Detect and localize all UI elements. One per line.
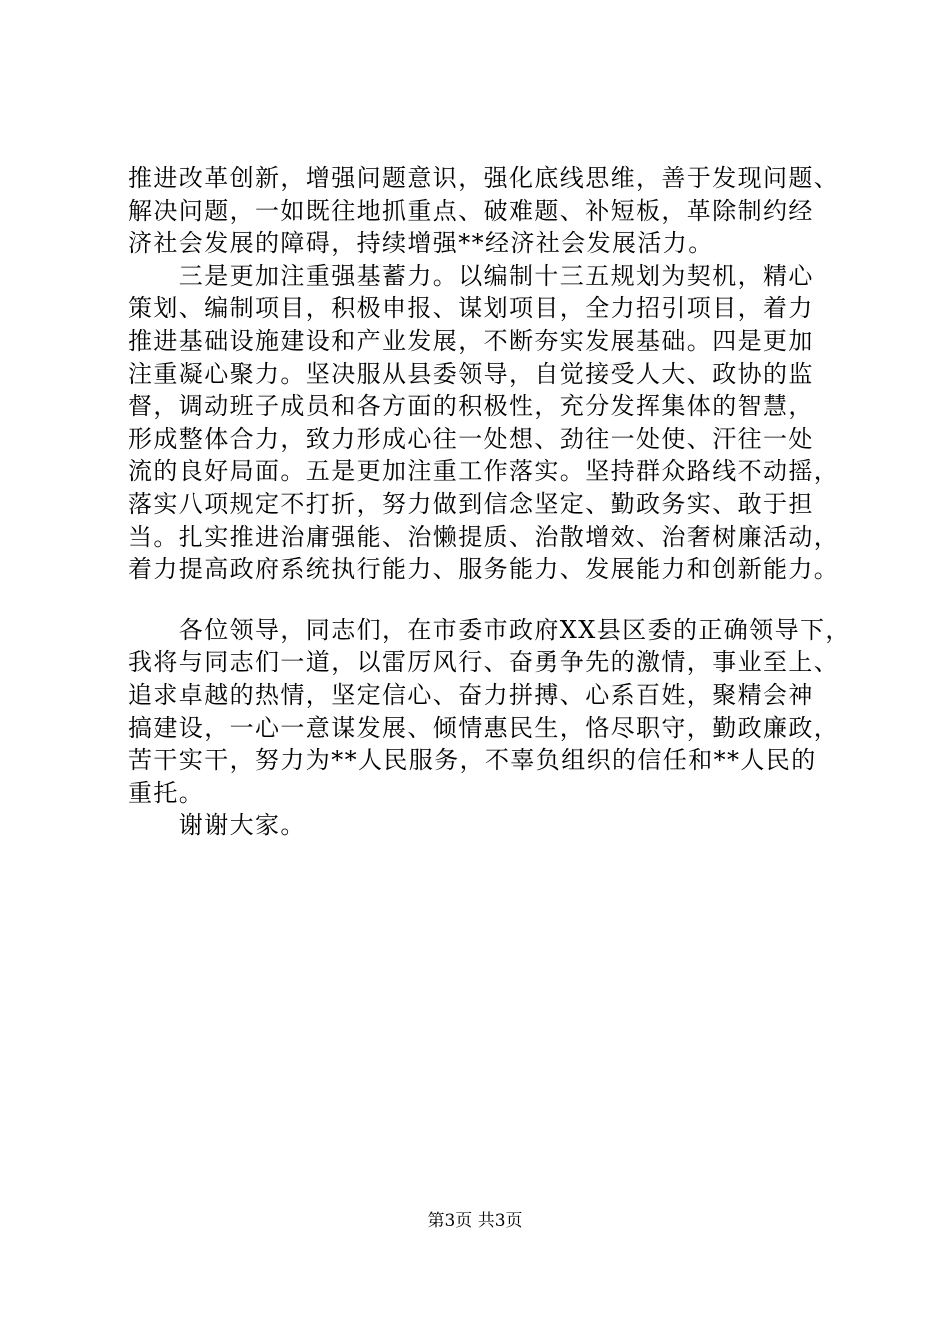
page-number-footer: 第3页 共3页 — [427, 1211, 523, 1231]
paragraph-block-2 — [128, 614, 851, 842]
text-line: 当。扎实推进治庸强能、治懒提质、治散增效、治奢树廉活动， — [128, 522, 840, 551]
paragraph-block-1 — [128, 162, 840, 586]
text-line: 督，调动班子成员和各方面的积极性，充分发挥集体的智慧， — [128, 392, 814, 421]
text-line: 苦干实干，努力为**人民服务，不辜负组织的信任和**人民的 — [128, 746, 817, 775]
text-line: 追求卓越的热情，坚定信心、奋力拼搏、心系百姓，聚精会神 — [128, 680, 814, 709]
text-line: 落实八项规定不打折，努力做到信念坚定、勤政务实、敢于担 — [128, 489, 814, 518]
text-line: 重托。 — [128, 778, 205, 807]
text-line: 解决问题，一如既往地抓重点、破难题、补短板，革除制约经 — [128, 196, 814, 225]
text-line: 形成整体合力，致力形成心往一处想、劲往一处使、汗往一处 — [128, 424, 814, 453]
text-line: 策划、编制项目，积极申报、谋划项目，全力招引项目，着力 — [128, 294, 814, 323]
document-body — [128, 162, 851, 842]
text-line: 搞建设，一心一意谋发展、倾情惠民生，恪尽职守，勤政廉政， — [128, 713, 840, 742]
text-line: 流的良好局面。五是更加注重工作落实。坚持群众路线不动摇， — [128, 457, 840, 486]
text-line: 着力提高政府系统执行能力、服务能力、发展能力和创新能力。 — [128, 555, 840, 584]
text-line: 我将与同志们一道，以雷厉风行、奋勇争先的激情，事业至上、 — [128, 648, 840, 677]
text-line: 济社会发展的障碍，持续增强**经济社会发展活力。 — [128, 229, 714, 258]
text-line: 谢谢大家。 — [128, 811, 306, 840]
text-line: 注重凝心聚力。坚决服从县委领导，自觉接受人大、政协的监 — [128, 359, 814, 388]
text-line: 推进改革创新，增强问题意识，强化底线思维，善于发现问题、 — [128, 164, 840, 192]
text-line: 三是更加注重强基蓄力。以编制十三五规划为契机，精心 — [128, 261, 814, 290]
text-line: 推进基础设施建设和产业发展，不断夯实发展基础。四是更加 — [128, 326, 814, 355]
text-line: 各位领导，同志们，在市委市政府XX县区委的正确领导下， — [128, 615, 851, 644]
paragraph-gap — [128, 586, 828, 614]
